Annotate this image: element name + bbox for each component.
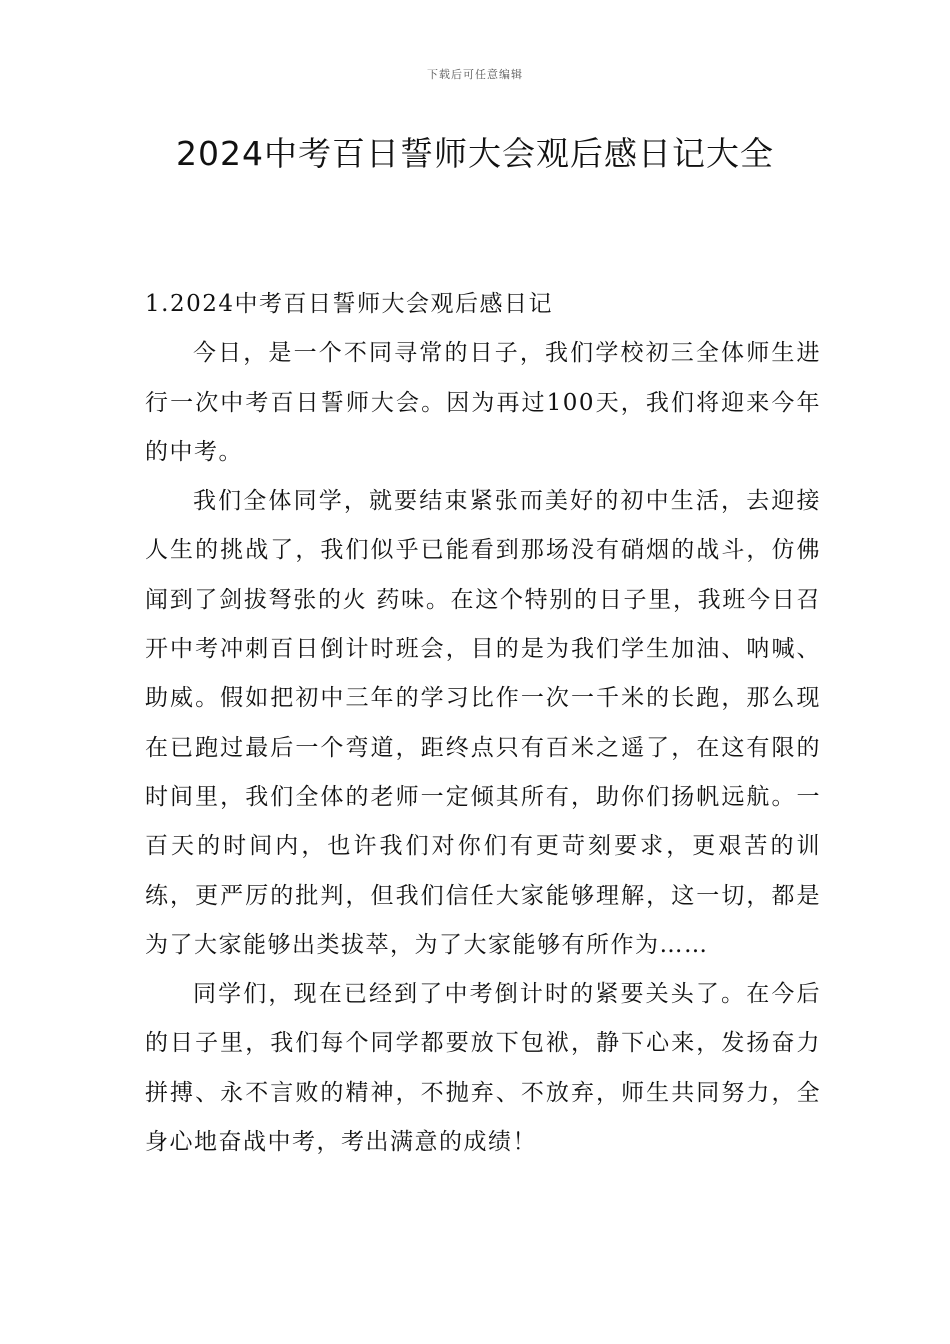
paragraph-3: 同学们，现在已经到了中考倒计时的紧要关头了。在今后的日子里，我们每个同学都要放下包袱，静下心来，发扬奋力拼搏、永不言败的精神，不抛弃、不放弃，师生共同努力，全身心地奋战中考，考出满意的成绩！ (145, 981, 821, 1156)
paragraph-1: 今日，是一个不同寻常的日子，我们学校初三全体师生进行一次中考百日誓师大会。因为再过100天，我们将迎来今年的中考。 (145, 340, 821, 465)
paragraph-2: 我们全体同学，就要结束紧张而美好的初中生活，去迎接人生的挑战了，我们似乎已能看到那场没有硝烟的战斗，仿佛闻到了剑拔弩张的火 药味。在这个特别的日子里，我班今日召开中考冲刺百日倒计时班会，目的是为我们学生加油、呐喊、助威。假如把初中三年的学习比作一次一千米的长跑，那么现在已跑过最后一个弯道，距终点只有百米之遥了，在这有限的时间里，我们全体的老师一定倾其所有，助你们扬帆远航。一百天的时间内，也许我们对你们有更苛刻要求，更艰苦的训练，更严厉的批判，但我们信任大家能够理解，这一切，都是为了大家能够出类拔萃，为了大家能够有所作为…… (145, 488, 821, 958)
section-heading: 1.2024中考百日誓师大会观后感日记 (145, 291, 553, 317)
header-note: 下载后可任意编辑 (427, 68, 523, 81)
document-body (145, 280, 821, 1167)
document-title: 2024中考百日誓师大会观后感日记大全 (176, 134, 774, 173)
